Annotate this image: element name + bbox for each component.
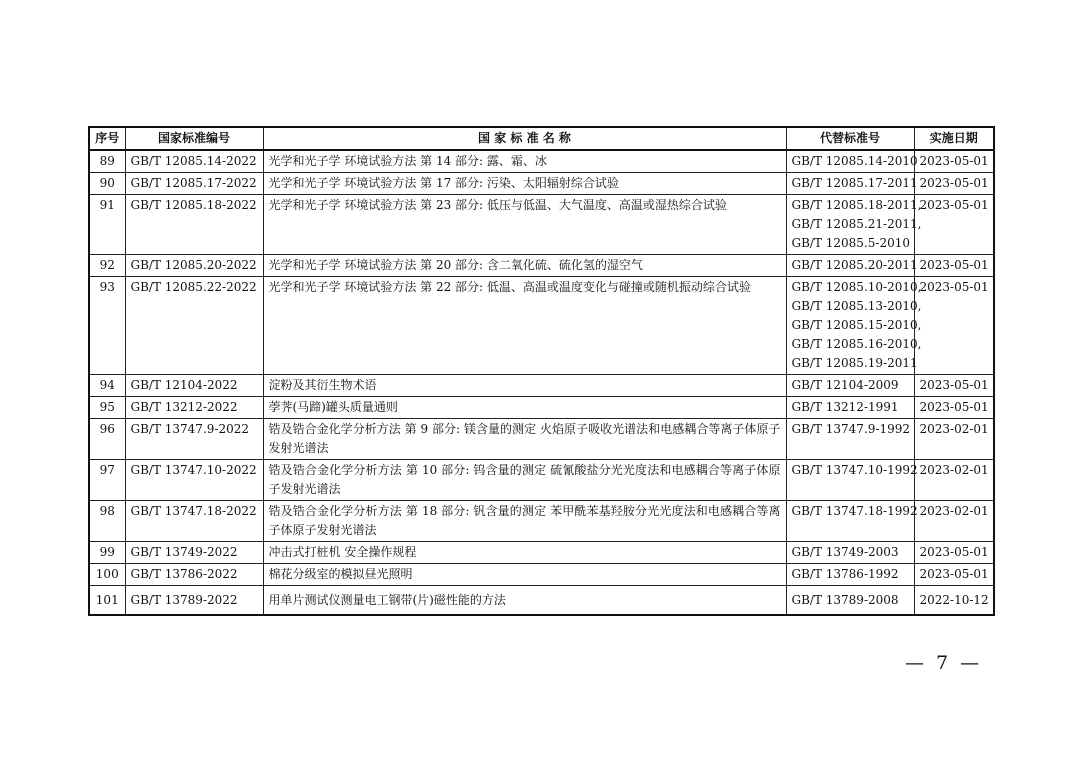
- row-effective-date: 2023-05-01: [914, 542, 994, 564]
- row-standard-code: GB/T 13786-2022: [125, 564, 263, 586]
- row-effective-date: 2023-02-01: [914, 419, 994, 460]
- row-replaces: [786, 173, 918, 195]
- row-standard-code: GB/T 12085.18-2022: [125, 195, 263, 255]
- table-row: [89, 419, 994, 460]
- row-effective-date: 2023-02-01: [914, 501, 994, 542]
- row-standard-code: GB/T 13747.18-2022: [125, 501, 263, 542]
- replaced-standard: GB/T 12085.13-2010,: [791, 299, 922, 313]
- row-standard-code: GB/T 13749-2022: [125, 542, 263, 564]
- table-row: [89, 195, 994, 255]
- table-row: [89, 586, 994, 616]
- replaced-standard: GB/T 13747.10-1992: [791, 463, 918, 477]
- row-serial: 96: [89, 419, 125, 460]
- row-effective-date: 2023-05-01: [914, 564, 994, 586]
- row-standard-name: 淀粉及其衍生物术语: [263, 375, 786, 397]
- row-replaces: [786, 419, 914, 460]
- row-standard-name: 锆及锆合金化学分析方法 第 9 部分: 镁含量的测定 火焰原子吸收光谱法和电感耦合等离子体原子发射光谱法: [263, 419, 786, 460]
- row-standard-code: GB/T 13212-2022: [125, 397, 263, 419]
- row-standard-name: 荸荠(马蹄)罐头质量通则: [263, 397, 786, 419]
- replaced-standard: GB/T 12085.15-2010,: [791, 318, 922, 332]
- row-serial: 92: [89, 255, 125, 277]
- row-replaces: [786, 501, 918, 542]
- replaced-standard: GB/T 12104-2009: [791, 378, 899, 392]
- row-replaces: [786, 195, 922, 255]
- row-standard-name: 冲击式打桩机 安全操作规程: [263, 542, 786, 564]
- row-standard-code: GB/T 12085.22-2022: [125, 277, 263, 375]
- row-effective-date: 2023-05-01: [914, 277, 994, 375]
- row-serial: 95: [89, 397, 125, 419]
- replaced-standard: GB/T 13789-2008: [791, 592, 899, 607]
- row-serial: 91: [89, 195, 125, 255]
- row-standard-name: 光学和光子学 环境试验方法 第 22 部分: 低温、高温或温度变化与碰撞或随机振动综合试验: [263, 277, 786, 375]
- replaced-standard: GB/T 12085.17-2011: [791, 176, 918, 190]
- table-body: [89, 150, 994, 615]
- row-serial: 100: [89, 564, 125, 586]
- row-standard-name: 光学和光子学 环境试验方法 第 14 部分: 露、霜、冰: [263, 150, 786, 173]
- row-standard-name: 棉花分级室的模拟昼光照明: [263, 564, 786, 586]
- header-standard-code: 国家标准编号: [125, 127, 263, 150]
- row-standard-name: 锆及锆合金化学分析方法 第 10 部分: 钨含量的测定 硫氰酸盐分光光度法和电感耦合等离子体原子发射光谱法: [263, 460, 786, 501]
- row-effective-date: 2023-05-01: [914, 173, 994, 195]
- row-standard-name: 光学和光子学 环境试验方法 第 20 部分: 含二氧化硫、硫化氢的湿空气: [263, 255, 786, 277]
- row-standard-name: 用单片测试仪测量电工钢带(片)磁性能的方法: [263, 586, 786, 616]
- row-replaces: [786, 255, 918, 277]
- header-serial: 序号: [89, 127, 125, 150]
- row-serial: 99: [89, 542, 125, 564]
- row-replaces: [786, 397, 914, 419]
- table-row: [89, 460, 994, 501]
- row-serial: 98: [89, 501, 125, 542]
- row-effective-date: 2023-05-01: [914, 375, 994, 397]
- table-row: [89, 501, 994, 542]
- row-effective-date: 2023-05-01: [914, 195, 994, 255]
- replaced-standard: GB/T 12085.16-2010,: [791, 337, 922, 351]
- row-standard-code: GB/T 12085.20-2022: [125, 255, 263, 277]
- row-replaces: [786, 150, 918, 173]
- row-standard-code: GB/T 12104-2022: [125, 375, 263, 397]
- row-standard-code: GB/T 13747.9-2022: [125, 419, 263, 460]
- standards-table: [88, 126, 995, 616]
- replaced-standard: GB/T 12085.19-2011: [791, 356, 918, 370]
- replaced-standard: GB/T 12085.20-2011: [791, 258, 918, 272]
- row-replaces: [786, 542, 914, 564]
- row-standard-code: GB/T 13747.10-2022: [125, 460, 263, 501]
- row-replaces: [786, 586, 914, 616]
- table-row: [89, 397, 994, 419]
- header-replaces: 代替标准号: [786, 127, 914, 150]
- table-row: [89, 173, 994, 195]
- row-replaces: [786, 277, 922, 375]
- row-standard-name: 光学和光子学 环境试验方法 第 23 部分: 低压与低温、大气温度、高温或湿热综合试验: [263, 195, 786, 255]
- replaced-standard: GB/T 12085.5-2010: [791, 236, 910, 250]
- table-row: [89, 542, 994, 564]
- table-row: [89, 375, 994, 397]
- header-standard-name: 国 家 标 准 名 称: [263, 127, 786, 150]
- replaced-standard: GB/T 12085.14-2010: [791, 154, 918, 168]
- row-standard-name: 锆及锆合金化学分析方法 第 18 部分: 钒含量的测定 苯甲酰苯基羟胺分光光度法和电感耦合等离子体原子发射光谱法: [263, 501, 786, 542]
- table-header-row: [89, 127, 994, 150]
- row-replaces: [786, 460, 918, 501]
- replaced-standard: GB/T 13747.9-1992: [791, 422, 910, 436]
- row-serial: 97: [89, 460, 125, 501]
- row-serial: 93: [89, 277, 125, 375]
- row-effective-date: 2023-05-01: [914, 255, 994, 277]
- row-effective-date: 2023-05-01: [914, 150, 994, 173]
- header-effective-date: 实施日期: [914, 127, 994, 150]
- replaced-standard: GB/T 12085.10-2010,: [791, 280, 922, 294]
- table-row: [89, 564, 994, 586]
- row-serial: 94: [89, 375, 125, 397]
- replaced-standard: GB/T 13212-1991: [791, 400, 899, 414]
- row-replaces: [786, 375, 914, 397]
- row-serial: 89: [89, 150, 125, 173]
- row-effective-date: 2023-05-01: [914, 397, 994, 419]
- row-standard-name: 光学和光子学 环境试验方法 第 17 部分: 污染、太阳辐射综合试验: [263, 173, 786, 195]
- table-row: [89, 277, 994, 375]
- table-row: [89, 255, 994, 277]
- replaced-standard: GB/T 12085.18-2011,: [791, 198, 922, 212]
- page-number: — 7 —: [905, 652, 983, 674]
- row-standard-code: GB/T 12085.17-2022: [125, 173, 263, 195]
- row-effective-date: 2023-02-01: [914, 460, 994, 501]
- row-serial: 101: [89, 586, 125, 616]
- row-effective-date: 2022-10-12: [914, 586, 994, 616]
- row-standard-code: GB/T 13789-2022: [125, 586, 263, 616]
- row-serial: 90: [89, 173, 125, 195]
- replaced-standard: GB/T 13747.18-1992: [791, 504, 918, 518]
- row-replaces: [786, 564, 914, 586]
- replaced-standard: GB/T 13749-2003: [791, 545, 899, 559]
- row-standard-code: GB/T 12085.14-2022: [125, 150, 263, 173]
- replaced-standard: GB/T 13786-1992: [791, 567, 899, 581]
- replaced-standard: GB/T 12085.21-2011,: [791, 217, 922, 231]
- table-row: [89, 150, 994, 173]
